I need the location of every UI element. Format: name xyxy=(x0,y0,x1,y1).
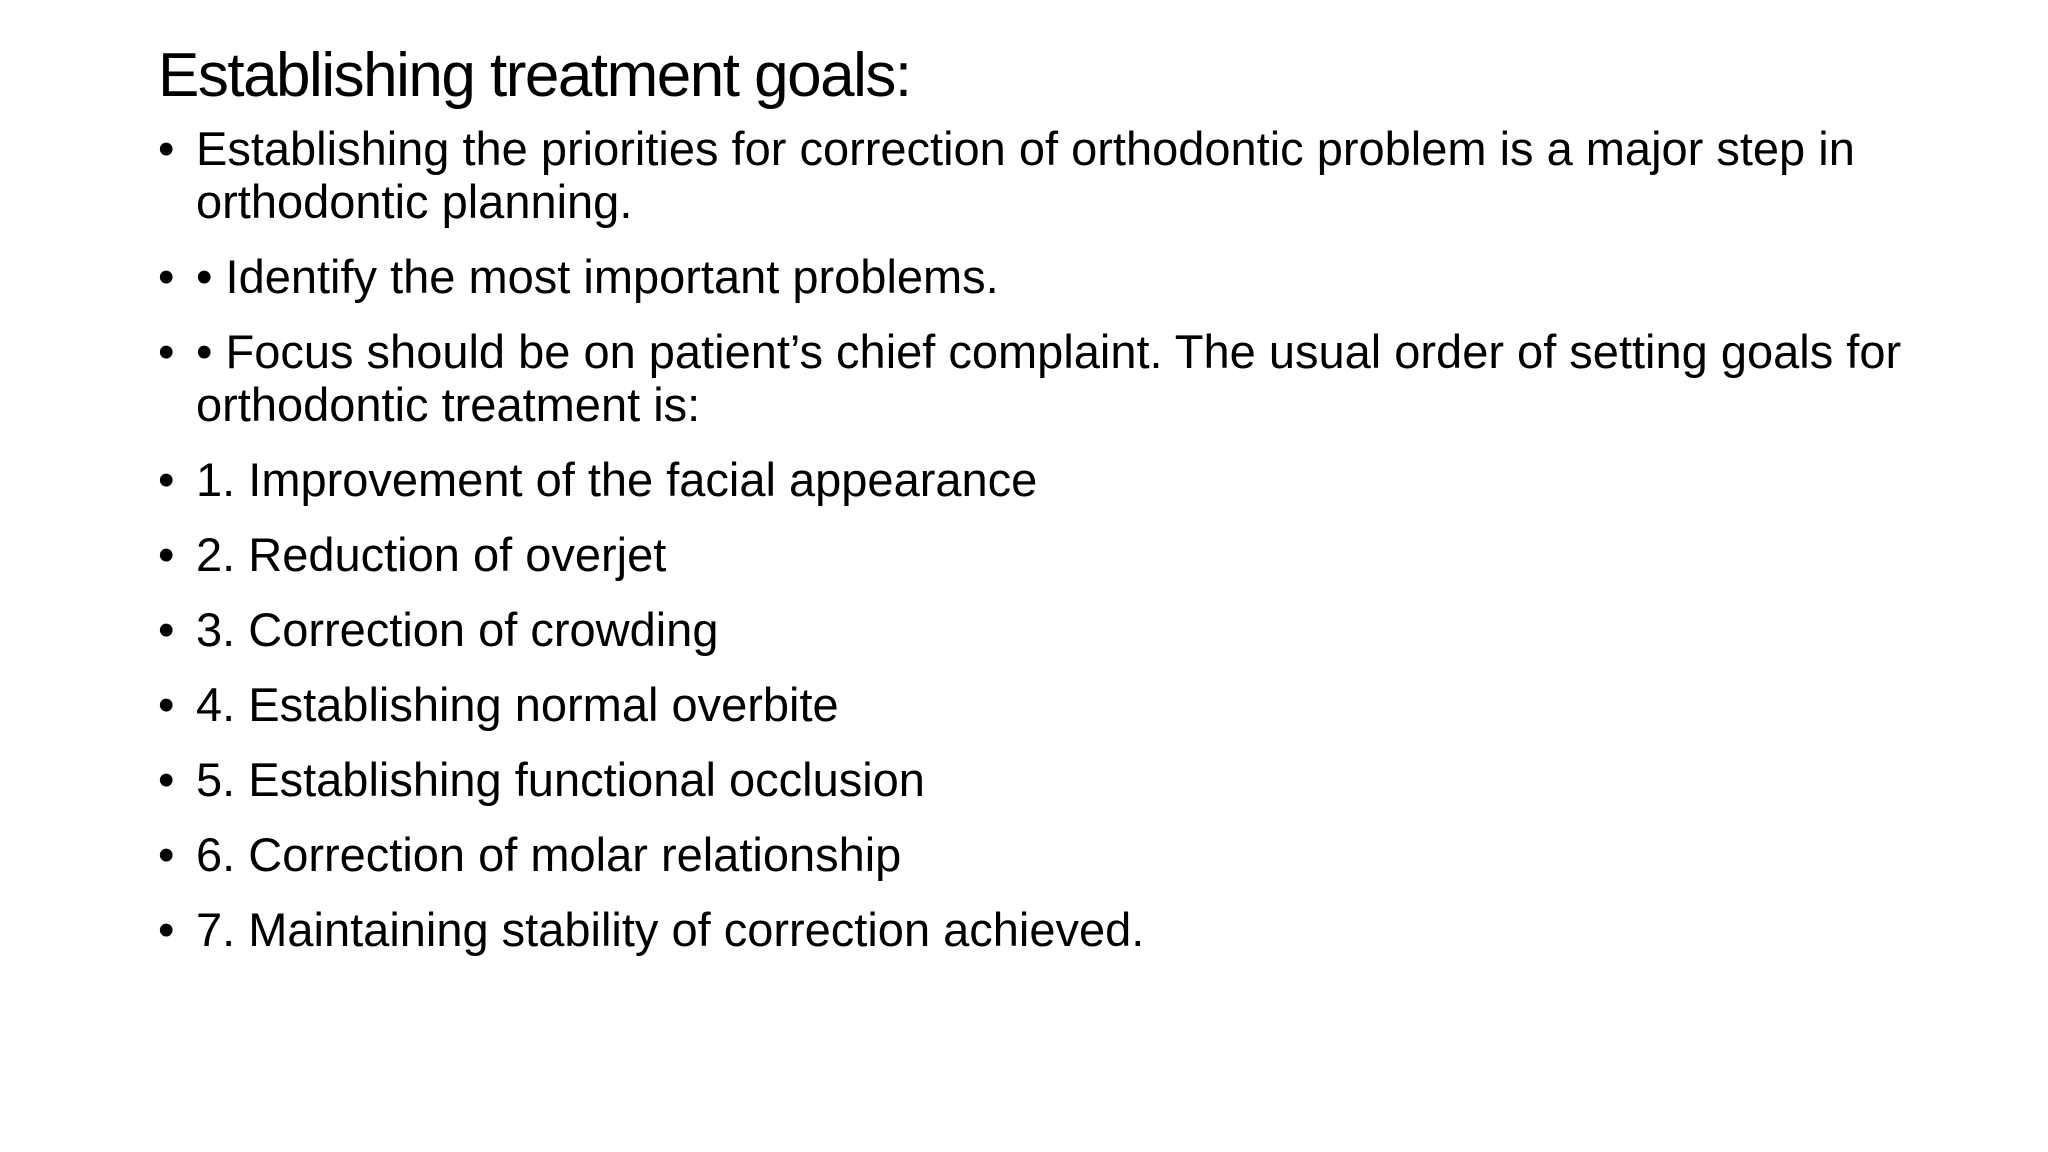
bullet-point-icon: • xyxy=(158,603,175,656)
bullet-item-goal-5 xyxy=(158,753,1958,806)
bullet-item-chief-complaint xyxy=(158,325,1958,431)
bullet-item-goal-2 xyxy=(158,528,1958,581)
bullet-list xyxy=(158,122,1958,978)
bullet-text: 5. Establishing functional occlusion xyxy=(196,753,925,806)
bullet-text: 4. Establishing normal overbite xyxy=(196,678,839,731)
bullet-item-goal-3 xyxy=(158,603,1958,656)
bullet-item-priorities xyxy=(158,122,1958,228)
slide-title: Establishing treatment goals: xyxy=(158,41,911,110)
bullet-text: Establishing the priorities for correction of orthodontic problem is a major step in orthodontic planning. xyxy=(196,122,1855,228)
bullet-text: 6. Correction of molar relationship xyxy=(196,828,902,881)
bullet-item-goal-7 xyxy=(158,903,1958,956)
bullet-point-icon: • xyxy=(158,122,175,175)
bullet-point-icon: • xyxy=(158,453,175,506)
bullet-text: • Focus should be on patient’s chief complaint. The usual order of setting goals for orthodontic treatment is: xyxy=(196,325,1902,431)
bullet-item-identify-problems xyxy=(158,250,1958,303)
bullet-text: 3. Correction of crowding xyxy=(196,603,719,656)
bullet-item-goal-1 xyxy=(158,453,1958,506)
bullet-point-icon: • xyxy=(158,828,175,881)
bullet-item-goal-6 xyxy=(158,828,1958,881)
bullet-point-icon: • xyxy=(158,678,175,731)
bullet-text: 7. Maintaining stability of correction achieved. xyxy=(196,903,1145,956)
bullet-point-icon: • xyxy=(158,753,175,806)
bullet-point-icon: • xyxy=(158,903,175,956)
bullet-point-icon: • xyxy=(158,250,175,303)
bullet-item-goal-4 xyxy=(158,678,1958,731)
bullet-text: 2. Reduction of overjet xyxy=(196,528,667,581)
bullet-point-icon: • xyxy=(158,528,175,581)
bullet-point-icon: • xyxy=(158,325,175,378)
bullet-text: 1. Improvement of the facial appearance xyxy=(196,453,1038,506)
bullet-text: • Identify the most important problems. xyxy=(196,250,999,303)
